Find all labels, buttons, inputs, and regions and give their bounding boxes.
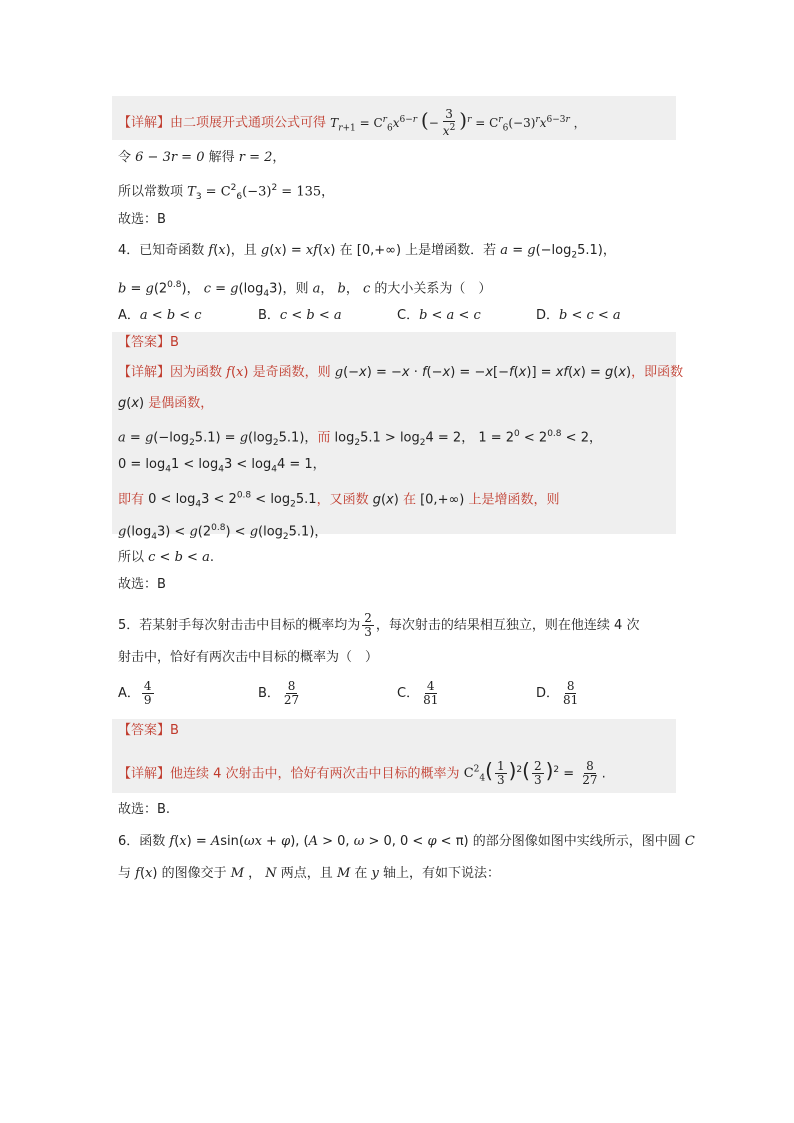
q4-answer: 【答案】B xyxy=(118,335,179,350)
q4-detail-line2: g(x) 是偶函数， xyxy=(118,396,214,411)
q5-option-b: B． $\frac{8}{27}$ xyxy=(258,679,300,707)
q5-stem-line1: 5．若某射手每次射击击中目标的概率均为 $\frac{2}{3}$ ，每次射击的结果相互独立，则在他连续 4 次 xyxy=(118,611,640,639)
q4-stem-line1: 4．已知奇函数 f(x)，且 g(x) = xf(x) 在 [0,+∞) 上是增函数．若 $a = g(-\log_25.1)$， xyxy=(118,243,616,261)
q4-option-c: C．b < a < c xyxy=(397,308,481,323)
q4-choice: 故选：B xyxy=(118,577,166,592)
q5-option-a: A． $\frac{4}{9}$ xyxy=(118,679,152,707)
q5-choice: 故选：B. xyxy=(118,802,171,817)
q5-answer: 【答案】B xyxy=(118,723,179,738)
q5-option-c: C． $\frac{4}{81}$ xyxy=(397,679,439,707)
q3-detail-text: 由二项展开式通项公式可得 xyxy=(170,115,327,131)
q4-option-d: D．b < c < a xyxy=(536,308,621,323)
q4-detail-line3: $a = g(-\log_25.1) = g(\log_25.1)$，而 $\log_25.1 > \log_24 = 2$， $1 = 2^0 < 2^{0.8} < 2$， xyxy=(118,429,602,448)
q4-detail-line1: 【详解】因为函数 f(x) 是奇函数，则 g(−x) = −x · f(−x) = −x[−f(x)] = xf(x) = g(x)，即函数 xyxy=(118,365,684,380)
q3-choice: 故选：B xyxy=(118,212,166,227)
q3-step1: 令 6 − 3r = 0 解得 r = 2， xyxy=(118,150,286,165)
q5-option-d: D． $\frac{8}{81}$ xyxy=(536,679,579,707)
q4-detail-line6: $g(\log_43) < g(2^{0.8}) < g(\log_25.1)$， xyxy=(118,523,328,542)
q4-option-a: A．a < b < c xyxy=(118,308,202,323)
q4-detail-line4: $0 = \log_41 < \log_43 < \log_44 = 1$， xyxy=(118,457,326,475)
q6-line2: 与 f(x) 的图像交于 M ， N 两点，且 M 在 y 轴上，有如下说法： xyxy=(118,866,501,881)
q4-option-b: B．c < b < a xyxy=(258,308,342,323)
q3-detail-formula: $T_{r+1} = C^r_6x^{6-r}$ (− $\frac{3}{x^2}$ )$^r = C^r_6(-3)^rx^{6-3r}$ ， xyxy=(330,107,586,138)
q6-line1: 6．函数 f(x) = Asin(ωx + φ), (A > 0, ω > 0, 0 < φ < π) 的部分图像如图中实线所示，图中圆 C xyxy=(118,834,695,849)
q3-detail-line xyxy=(118,108,586,138)
q5-stem-line2: 射击中，恰好有两次击中目标的概率为（ ） xyxy=(118,650,379,665)
q3-detail-tag: 【详解】 xyxy=(118,115,171,131)
q3-step2: 所以常数项 $T_3 = C^2_6(-3)^2 = 135$， xyxy=(118,183,335,202)
q4-stem-line2: $b = g(2^{0.8})$， $c = g(\log_43)$，则 a， b， c 的大小关系为（ ） xyxy=(118,280,492,299)
q5-detail: 【详解】他连续 4 次射击中，恰好有两次击中目标的概率为 $C^2_4$( $\frac{1}{3}$ )$^2$( $\frac{2}{3}$ )$^2$ = $\frac{8}{27}$ . xyxy=(118,758,606,788)
q4-detail-line7: 所以 c < b < a. xyxy=(118,550,214,565)
q4-detail-line5: 即有 $0 < \log_43 < 2^{0.8} < \log_25.1$，又函数 g(x) 在 [0,+∞) 上是增函数，则 xyxy=(118,491,560,510)
